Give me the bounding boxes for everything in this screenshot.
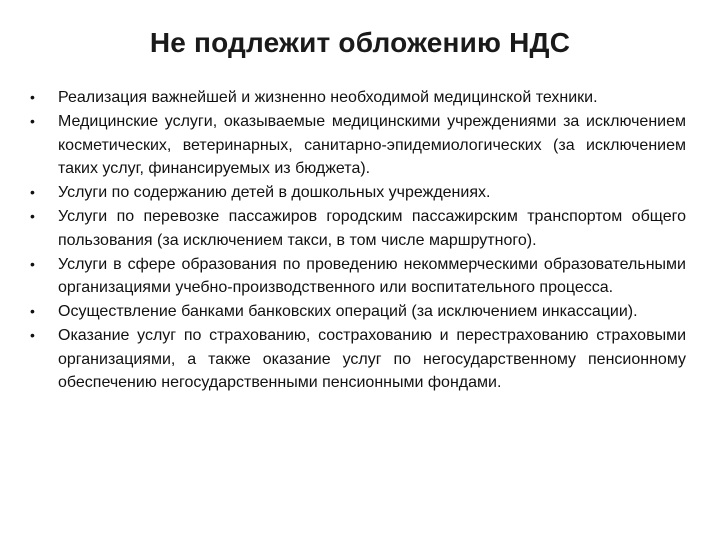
list-item — [30, 300, 686, 324]
list-item-text: Услуги по перевозке пассажиров городским пассажирским транспортом общего пользования (за исключением такси, в том числе маршрутного). — [58, 208, 686, 249]
list-item-text: Услуги по содержанию детей в дошкольных учреждениях. — [58, 184, 491, 201]
bullet-icon: • — [30, 89, 35, 105]
list-item — [30, 205, 686, 252]
bullet-icon: • — [30, 184, 35, 200]
list-item — [30, 110, 686, 181]
list-item-text: Услуги в сфере образования по проведению некоммерческими образовательными организациями учебно-производственного или воспитательного процесса. — [58, 255, 686, 296]
list-item-text: Медицинские услуги, оказываемые медицинскими учреждениями за исключением косметических, ветеринарных, санитарно-эпидемиологических (за исключением таких услуг, финансируемых из бюджета). — [58, 113, 686, 177]
bullet-icon: • — [30, 113, 35, 129]
slide-title: Не подлежит обложению НДС — [149, 27, 571, 58]
bullet-icon: • — [30, 208, 35, 224]
list-item-text: Осуществление банками банковских операций (за исключением инкассации). — [58, 303, 638, 320]
bullet-icon: • — [30, 303, 35, 319]
list-item-text: Оказание услуг по страхованию, сострахованию и перестрахованию страховыми организациями, а также оказание услуг по негосударственному пенсионному обеспечению негосударственными пенсионными фондами. — [58, 327, 686, 391]
list-item — [30, 253, 686, 300]
bullet-list — [30, 86, 686, 395]
list-item-text: Реализация важнейшей и жизненно необходимой медицинской техники. — [58, 89, 598, 106]
bullet-icon: • — [30, 255, 35, 272]
list-item — [30, 86, 686, 110]
list-item — [30, 324, 686, 395]
list-item — [30, 181, 686, 205]
bullet-icon: • — [30, 327, 35, 343]
